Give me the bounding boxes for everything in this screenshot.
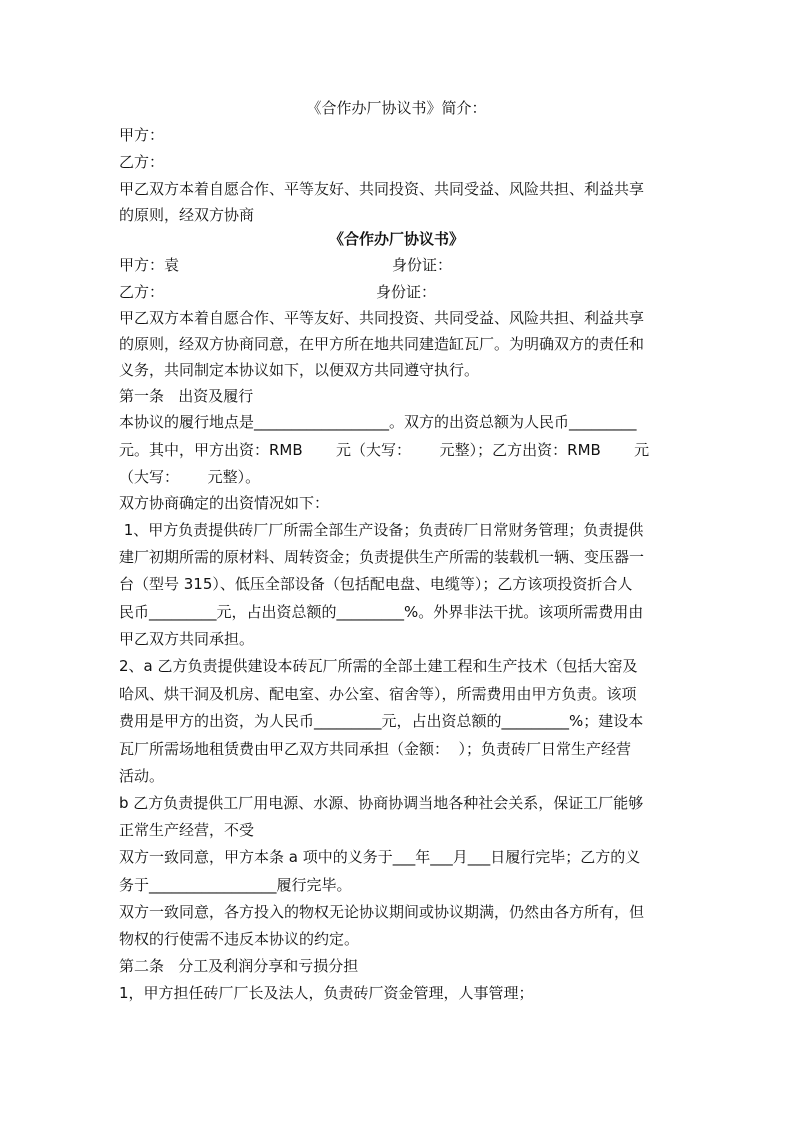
article-2-line: 1，甲方担任砖厂厂长及法人，负责砖厂资金管理，人事管理； xyxy=(119,984,534,1002)
party-a-id-label: 身份证： xyxy=(392,256,453,274)
preamble-line: 的原则，经双方协商同意，在甲方所在地共同建造缸瓦厂。为明确双方的责任和 xyxy=(119,335,645,353)
article-1-line: 双方协商确定的出资情况如下： xyxy=(119,494,330,512)
article-1-line: 建厂初期所需的原材料、周转资金；负责提供生产所需的装载机一辆、变压器一 xyxy=(119,548,645,566)
article-1-line: 甲乙双方共同承担。 xyxy=(119,630,255,648)
party-b-name: 乙方： xyxy=(119,283,165,301)
article-1-line: 务于_________________履行完毕。 xyxy=(119,876,352,894)
contract-title: 《合作办厂协议书》 xyxy=(328,230,464,248)
article-1-line: 元。其中，甲方出资：RMB 元（大写： 元整）；乙方出资：RMB 元 xyxy=(119,441,650,459)
article-1-line: （大写： 元整）。 xyxy=(119,468,261,486)
preamble-line: 甲乙双方本着自愿合作、平等友好、共同投资、共同受益、风险共担、利益共享 xyxy=(119,309,645,327)
article-2-heading: 第二条 分工及利润分享和亏损分担 xyxy=(119,957,359,975)
article-1-line: 费用是甲方的出资，为人民币_________元，占出资总额的_________%；建设本 xyxy=(119,712,644,730)
article-1-line: 瓦厂所需场地租赁费由甲乙双方共同承担（金额： ）；负责砖厂日常生产经营 xyxy=(119,740,632,758)
article-1-line: 活动。 xyxy=(119,767,165,785)
article-1-line: 1、甲方负责提供砖厂厂所需全部生产设备；负责砖厂日常财务管理；负责提供 xyxy=(119,521,644,539)
article-1-line: 民币_________元，占出资总额的_________%。外界非法干扰。该项所需费用由 xyxy=(119,603,644,621)
article-1-line: 双方一致同意，甲方本条 a 项中的义务于___年___月___日履行完毕；乙方的义 xyxy=(119,848,641,866)
intro-line-2: 的原则，经双方协商 xyxy=(119,206,255,224)
article-1-line: 台（型号 315）、低压全部设备（包括配电盘、电缆等）；乙方该项投资折合人 xyxy=(119,575,633,593)
article-1-line: 本协议的履行地点是__________________。双方的出资总额为人民币_________ xyxy=(119,413,637,431)
party-b-id-label: 身份证： xyxy=(376,283,437,301)
article-1-line: 双方一致同意，各方投入的物权无论协议期间或协议期满，仍然由各方所有，但 xyxy=(119,903,645,921)
article-1-line: 正常生产经营，不受 xyxy=(119,821,255,839)
intro-party-a: 甲方： xyxy=(119,126,165,144)
article-1-line: b 乙方负责提供工厂用电源、水源、协商协调当地各种社会关系，保证工厂能够 xyxy=(119,794,644,812)
article-1-line: 哈风、烘干洞及机房、配电室、办公室、宿舍等），所需费用由甲方负责。该项 xyxy=(119,685,637,703)
party-a-name: 甲方：袁 xyxy=(119,256,180,274)
intro-title: 《合作办厂协议书》简介： xyxy=(306,99,487,117)
intro-line-1: 甲乙双方本着自愿合作、平等友好、共同投资、共同受益、风险共担、利益共享 xyxy=(119,180,645,198)
preamble-line: 义务，共同制定本协议如下，以便双方共同遵守执行。 xyxy=(119,361,480,379)
intro-party-b: 乙方： xyxy=(119,153,165,171)
article-1-line: 2、a 乙方负责提供建设本砖瓦厂所需的全部土建工程和生产技术（包括大窑及 xyxy=(119,657,638,675)
article-1-line: 物权的行使需不违反本协议的约定。 xyxy=(119,930,360,948)
article-1-heading: 第一条 出资及履行 xyxy=(119,387,254,405)
